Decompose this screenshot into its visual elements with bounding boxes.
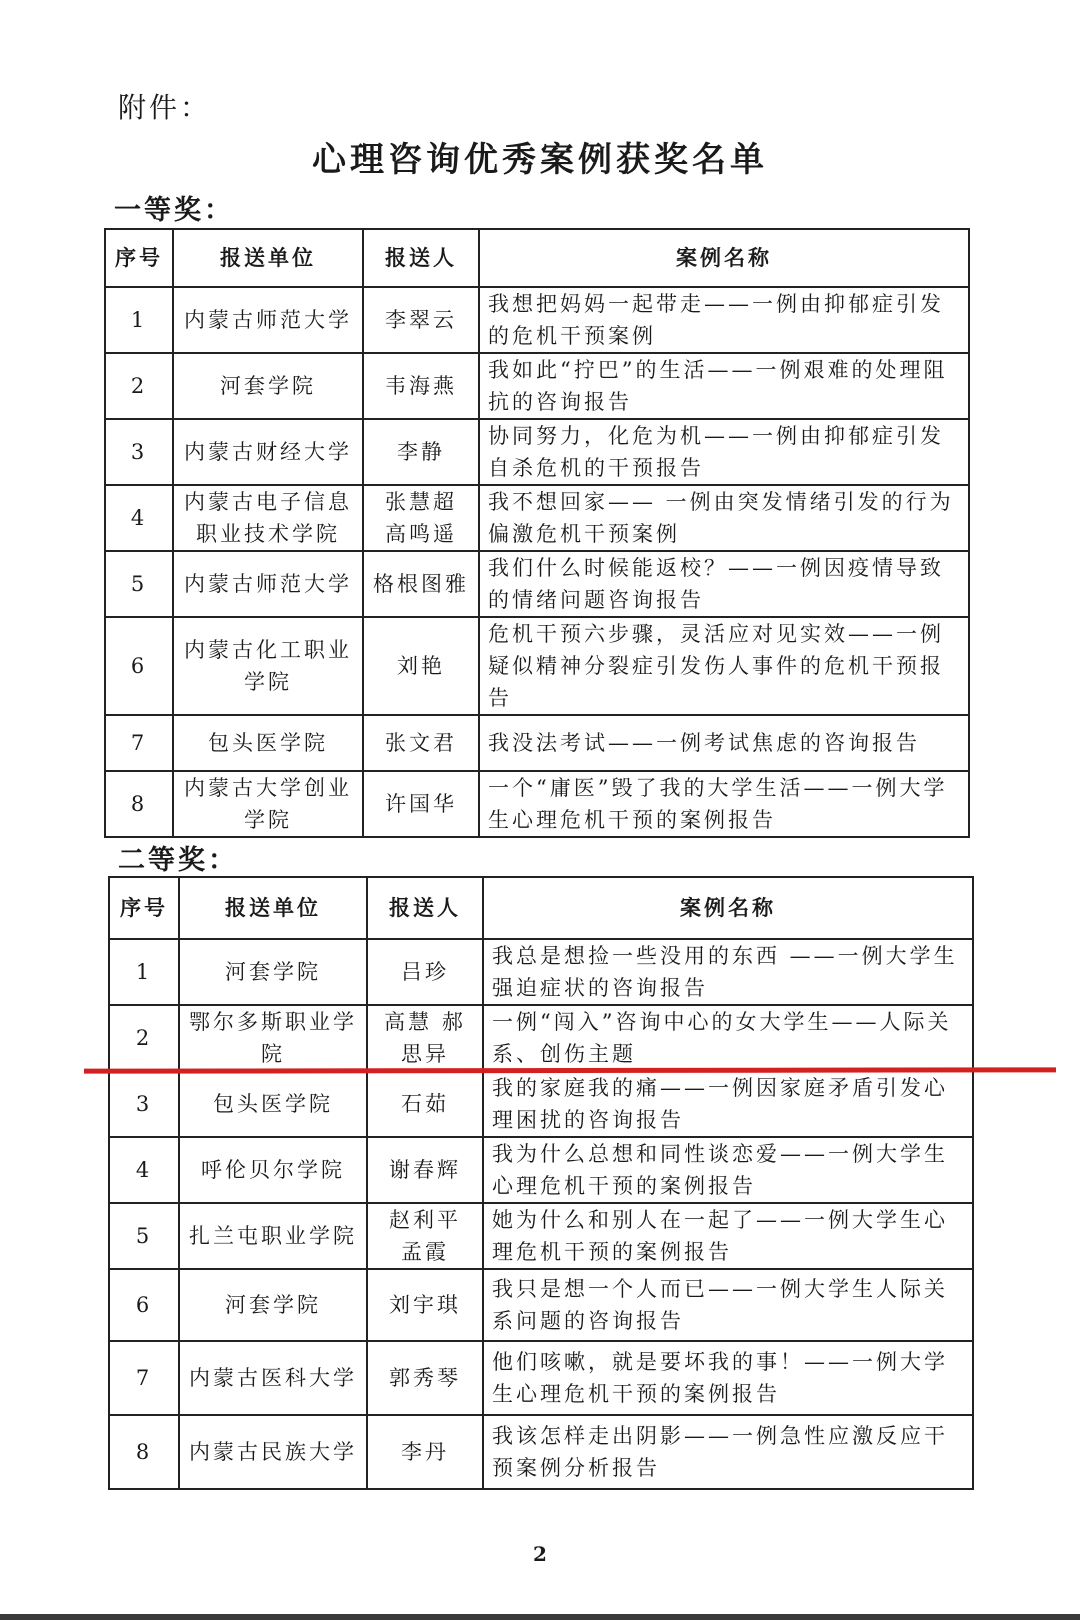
table-row (105, 419, 969, 485)
cell-case: 一例“闯入”咨询中心的女大学生——人际关系、创伤主题 (483, 1005, 973, 1071)
header-case: 案例名称 (483, 877, 973, 939)
cell-unit: 扎兰屯职业学院 (179, 1203, 367, 1269)
cell-unit: 河套学院 (179, 939, 367, 1005)
cell-person: 郭秀琴 (367, 1341, 483, 1415)
cell-num: 8 (109, 1415, 179, 1489)
cell-person: 刘艳 (363, 617, 479, 715)
cell-num: 5 (105, 551, 173, 617)
header-num: 序号 (109, 877, 179, 939)
cell-person: 张慧超 高鸣遥 (363, 485, 479, 551)
cell-num: 8 (105, 771, 173, 837)
table-row (109, 1269, 973, 1341)
cell-num: 3 (109, 1071, 179, 1137)
table-row (105, 617, 969, 715)
cell-num: 6 (105, 617, 173, 715)
cell-unit: 内蒙古财经大学 (173, 419, 363, 485)
cell-unit: 包头医学院 (173, 715, 363, 771)
cell-person: 李翠云 (363, 287, 479, 353)
cell-person: 李丹 (367, 1415, 483, 1489)
table-header-row (105, 229, 969, 287)
header-person: 报送人 (363, 229, 479, 287)
second-prize-heading: 二等奖： (118, 845, 238, 876)
cell-num: 2 (105, 353, 173, 419)
cell-unit: 鄂尔多斯职业学院 (179, 1005, 367, 1071)
first-prize-table (104, 228, 970, 838)
cell-unit: 河套学院 (179, 1269, 367, 1341)
cell-unit: 内蒙古医科大学 (179, 1341, 367, 1415)
cell-case: 一个“庸医”毁了我的大学生活——一例大学生心理危机干预的案例报告 (479, 771, 969, 837)
cell-case: 协同努力，化危为机——一例由抑郁症引发自杀危机的干预报告 (479, 419, 969, 485)
cell-num: 2 (109, 1005, 179, 1071)
cell-num: 6 (109, 1269, 179, 1341)
cell-num: 5 (109, 1203, 179, 1269)
cell-unit: 内蒙古民族大学 (179, 1415, 367, 1489)
cell-case: 他们咳嗽，就是要坏我的事！——一例大学生心理危机干预的案例报告 (483, 1341, 973, 1415)
cell-person: 韦海燕 (363, 353, 479, 419)
cell-unit: 内蒙古师范大学 (173, 287, 363, 353)
cell-num: 1 (109, 939, 179, 1005)
table-row (105, 551, 969, 617)
table-header-row (109, 877, 973, 939)
cell-person: 张文君 (363, 715, 479, 771)
cell-case: 我该怎样走出阴影——一例急性应激反应干预案例分析报告 (483, 1415, 973, 1489)
header-person: 报送人 (367, 877, 483, 939)
cell-unit: 呼伦贝尔学院 (179, 1137, 367, 1203)
cell-case: 我不想回家—— 一例由突发情绪引发的行为偏激危机干预案例 (479, 485, 969, 551)
header-unit: 报送单位 (179, 877, 367, 939)
cell-person: 格根图雅 (363, 551, 479, 617)
cell-person: 高慧 郝思异 (367, 1005, 483, 1071)
table-row (109, 1203, 973, 1269)
cell-person: 谢春辉 (367, 1137, 483, 1203)
cell-num: 4 (105, 485, 173, 551)
cell-unit: 包头医学院 (179, 1071, 367, 1137)
cell-person: 李静 (363, 419, 479, 485)
cell-person: 赵利平 孟霞 (367, 1203, 483, 1269)
cell-unit: 河套学院 (173, 353, 363, 419)
table-row (109, 1137, 973, 1203)
cell-case: 我为什么总想和同性谈恋爱——一例大学生心理危机干预的案例报告 (483, 1137, 973, 1203)
cell-case: 我没法考试——一例考试焦虑的咨询报告 (479, 715, 969, 771)
page-number: 2 (533, 1542, 547, 1566)
table-row (105, 353, 969, 419)
table-row (109, 1071, 973, 1137)
cell-person: 吕珍 (367, 939, 483, 1005)
cell-unit: 内蒙古师范大学 (173, 551, 363, 617)
cell-num: 7 (105, 715, 173, 771)
cell-num: 1 (105, 287, 173, 353)
attachment-label: 附件： (118, 91, 212, 124)
header-num: 序号 (105, 229, 173, 287)
header-case: 案例名称 (479, 229, 969, 287)
cell-case: 我们什么时候能返校？——一例因疫情导致的情绪问题咨询报告 (479, 551, 969, 617)
cell-unit: 内蒙古大学创业学院 (173, 771, 363, 837)
table-row (105, 771, 969, 837)
cell-case: 我如此“拧巴”的生活——一例艰难的处理阻抗的咨询报告 (479, 353, 969, 419)
cell-unit: 内蒙古电子信息职业技术学院 (173, 485, 363, 551)
table-row (109, 939, 973, 1005)
cell-num: 3 (105, 419, 173, 485)
header-unit: 报送单位 (173, 229, 363, 287)
table-row (109, 1341, 973, 1415)
table-row (109, 1005, 973, 1071)
cell-person: 石茹 (367, 1071, 483, 1137)
page-title: 心理咨询优秀案例获奖名单 (312, 140, 768, 180)
cell-case: 她为什么和别人在一起了——一例大学生心理危机干预的案例报告 (483, 1203, 973, 1269)
cell-case: 我想把妈妈一起带走——一例由抑郁症引发的危机干预案例 (479, 287, 969, 353)
cell-person: 许国华 (363, 771, 479, 837)
bottom-edge-strip (0, 1614, 1080, 1620)
cell-unit: 内蒙古化工职业学院 (173, 617, 363, 715)
second-prize-table (108, 876, 974, 1490)
cell-num: 4 (109, 1137, 179, 1203)
cell-case: 我只是想一个人而已——一例大学生人际关系问题的咨询报告 (483, 1269, 973, 1341)
cell-case: 我的家庭我的痛——一例因家庭矛盾引发心理困扰的咨询报告 (483, 1071, 973, 1137)
table-row (109, 1415, 973, 1489)
table-row (105, 485, 969, 551)
cell-case: 我总是想捡一些没用的东西 ——一例大学生强迫症状的咨询报告 (483, 939, 973, 1005)
first-prize-heading: 一等奖： (114, 195, 234, 226)
table-row (105, 715, 969, 771)
cell-person: 刘宇琪 (367, 1269, 483, 1341)
cell-case: 危机干预六步骤，灵活应对见实效——一例疑似精神分裂症引发伤人事件的危机干预报告 (479, 617, 969, 715)
table-row (105, 287, 969, 353)
cell-num: 7 (109, 1341, 179, 1415)
